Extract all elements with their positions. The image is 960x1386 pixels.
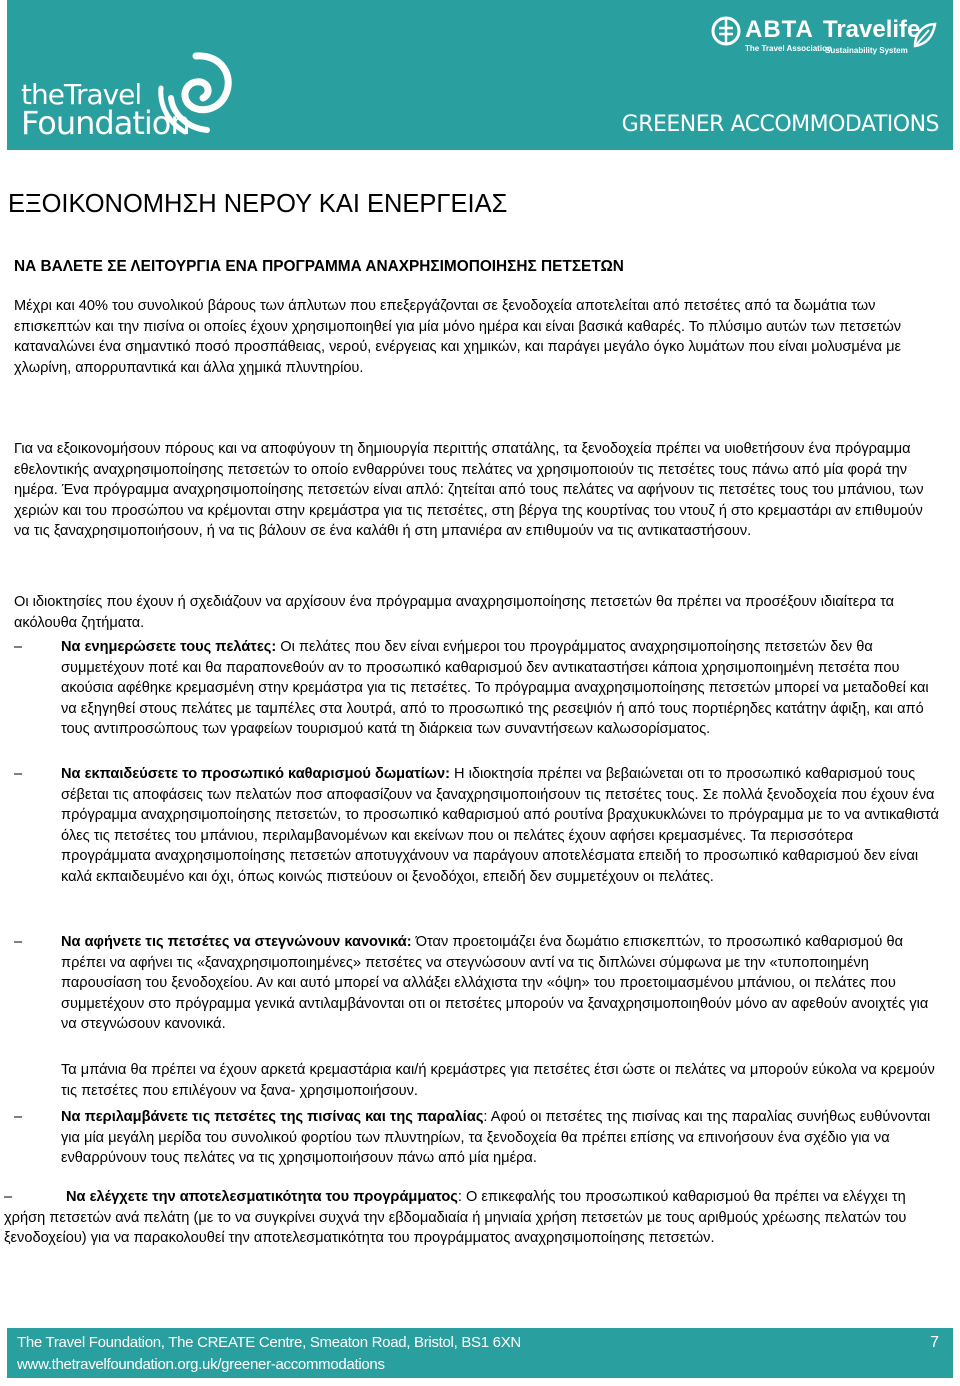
footer-website-link[interactable]: www.thetravelfoundation.org.uk/greener-accommodations xyxy=(17,1356,385,1373)
list-item xyxy=(14,1107,944,1169)
list-item-lead: Να περιλαμβάνετε τις πετσέτες της πισίνας και της παραλίας xyxy=(61,1109,484,1125)
banner-title: GREENER ACCOMMODATIONS xyxy=(621,112,939,137)
dash-bullet: – xyxy=(4,1189,13,1205)
dash-bullet: – xyxy=(14,1109,23,1125)
list-item xyxy=(14,637,944,740)
abta-logo-text: ABTA xyxy=(745,16,814,43)
globe-icon xyxy=(711,16,741,46)
dash-bullet: – xyxy=(14,934,23,950)
list-item xyxy=(14,764,944,887)
footer-address: The Travel Foundation, The CREATE Centre, Smeaton Road, Bristol, BS1 6XN xyxy=(17,1334,521,1351)
list-item-text: : Αφού οι πετσέτες της πισίνας και της παραλίας συνήθως ευθύνονται για μία μεγάλη μερίδα του συνολικού φορτίου των πλυντηρίων, τα ξενοδοχεία θα πρέπει επίσης να επινοήσουν ένα σχέδιο για να ενθαρρύνουν τους πελάτες να τις χρησιμοποιήσουν πάνω από μία ημέρα. xyxy=(61,1109,931,1166)
paragraph-intro: Μέχρι και 40% του συνολικού βάρους των άπλυτων που επεξεργάζονται σε ξενοδοχεία αποτελείται από πετσέτες από τα δωμάτια των επισκεπτών και την πισίνα οι οποίες έχουν χρησιμοποιηθεί για μία μόνο ημέρα και είναι βασικά καθαρές. Το πλύσιμο αυτών των πετσετών καταναλώνει ένα σημαντικό ποσό προσπάθειας, νερού, ενέργειας και χημικών, και παράγει μεγάλο όγκο λυμάτων που είναι μολυσμένα με χλωρίνη, απορρυπαντικά και άλλα χημικά πλυντηρίου. xyxy=(14,298,902,376)
list-item-lead: Να εκπαιδεύσετε το προσωπικό καθαρισμού δωματίων: xyxy=(61,766,450,782)
travelife-logo-text: Travelife xyxy=(823,16,921,43)
list-item-lead: Να ελέγχετε την αποτελεσματικότητα του προγράμματος xyxy=(66,1189,458,1205)
dash-bullet: – xyxy=(14,639,23,655)
list-item-continuation: Τα μπάνια θα πρέπει να έχουν αρκετά κρεμαστάρια και/ή κρεμάστρες για πετσέτες έτσι ώστε οι πελάτες να μπορούν εύκολα να κρεμούν τις πετσέτες που επιλέγουν να ξανα- χρησιμοποιήσουν. xyxy=(61,1062,935,1099)
brand-line-2: Foundation xyxy=(21,104,190,142)
list-item-text: Η ιδιοκτησία πρέπει να βεβαιώνεται οτι το προσωπικό καθαρισμού τους σέβεται τις αποφάσεις των πελατών ποσ αποφασίζουν να ξαναχρησιμοποιήσουν τις πετσέτες τους. Σε πολλά ξενοδοχεία που έχουν ένα πρόγραμμα αναχρησιμοποίησης πετσετών, το προσωπικό καθαρισμού από ρουτίνα βραχυκυκλώνει το πρόγραμμα με το να αντικαθιστά όλες τις πετσέτες του μπάνιου, περιλαμβανομένων και εκείνων που οι πελάτες έχουν αφήσει κρεμασμένες. Τα περισσότερα προγράμματα αναχρησιμοποίησης πετσετών αποτυγχάνουν να παράγουν αποτελέσματα επειδή το προσωπικό καθαρισμού δεν είναι καλά εκπαιδευμένο και όχι, όπως κοινώς πιστεύουν οι ξενοδόχοι, επειδή δεν συμμετέχουν οι πελάτες. xyxy=(61,766,939,885)
list-item-text: Όταν προετοιμάζει ένα δωμάτιο επισκεπτών, το προσωπικό καθαρισμού θα πρέπει να αφήνει τις «ξαναχρησιμοποιημένες» πετσέτες να στεγνώσουν αντί να τις διπλώνει σύμφωνα με την «τυποποιημένη παρουσίαση του ξενοδοχείου. Αν και αυτό μπορεί να αλλάξει ελλάχιστα την «όψη» του προετοιμασμένου μπάνιου, οι πελάτες που συμμετέχουν στο πρόγραμμα γενικά αντιλαμβάνονται οτι οι πετσέτες μπορούν να ξαναχρησιμοποιηθούν μόνο αν αφεθούν ανοιχτές για να στεγνώσουν κανονικά. xyxy=(61,934,929,1032)
page-title: ΕΞΟΙΚΟΝΟΜΗΣΗ ΝΕΡΟΥ ΚΑΙ ΕΝΕΡΓΕΙΑΣ xyxy=(8,190,508,218)
header-banner xyxy=(7,0,953,150)
list-item-text: : Ο επικεφαλής του προσωπικού καθαρισμού θα πρέπει να ελέγχει τη χρήση πετσετών ανά πελάτη (με το να συγκρίνει συχνά την εβδομαδιαία ή μηνιαία χρήση πετσετών με τους αριθμούς χρέωσης πελατών του ξενοδοχείου) για να παρακολουθεί την αποτελεσματικότητα του προγράμματος αναχρησιμοποίησης πετσετών. xyxy=(4,1189,907,1246)
footer-banner xyxy=(7,1328,953,1378)
page-number: 7 xyxy=(930,1334,939,1351)
partner-logos xyxy=(711,14,941,64)
brand-line-1: theTravel xyxy=(21,78,142,111)
paragraph-considerations: Οι ιδιοκτησίες που έχουν ή σχεδιάζουν να αρχίσουν ένα πρόγραμμα αναχρησιμοποίησης πετσετών θα πρέπει να προσέξουν ιδιαίτερα τα ακόλουθα ζητήματα. xyxy=(14,594,895,631)
dash-bullet: – xyxy=(14,766,23,782)
section-heading: ΝΑ ΒΑΛΕΤΕ ΣΕ ΛΕΙΤΟΥΡΓΙΑ ΕΝΑ ΠΡΟΓΡΑΜΜΑ ΑΝΑΧΡΗΣΙΜΟΠΟΙΗΣΗΣ ΠΕΤΣΕΤΩΝ xyxy=(14,258,624,275)
list-item xyxy=(4,1187,944,1249)
abta-tagline: The Travel Association xyxy=(745,44,832,53)
paragraph-program: Για να εξοικονομήσουν πόρους και να αποφύγουν τη δημιουργία περιττής σπατάλης, τα ξενοδοχεία πρέπει να υιοθετήσουν ένα πρόγραμμα εθελοντικής αναχρησιμοποίησης πετσετών το οποίο ενθαρρύνει τους πελάτες να χρησιμοποιούν τις πετσέτες τους πάνω από μία φορά την ημέρα. Ένα πρόγραμμα αναχρησιμοποίησης πετσετών είναι απλό: ζητείται από τους πελάτες να αφήνουν τις πετσέτες τους του μπάνιου, των χεριών και του προσώπου να κρέμονται στην κρεμάστρα για τις πετσέτες, στη βέργα της κουρτίνας του ντουζ ή στο κρεμαστάρι αν επιθυμούν να τις ξαναχρησιμοποιήσουν, ή να τις βάλουν σε ένα καλάθι ή στη μπανιέρα αν επιθυμούν να τις αντικαταστήσουν. xyxy=(14,441,924,539)
travelife-tagline: Sustainability System xyxy=(825,46,908,55)
list-item-text: Οι πελάτες που δεν είναι ενήμεροι του προγράμματος αναχρησιμοποίησης πετσετών δεν θα συμμετέχουν ποτέ και θα παραπονεθούν αν το προσωπικό καθαρισμού δεν αντικαταστήσει κάποια χρησιμοποιημένη πετσέτα που ακούσια αφέθηκε κρεμασμένη στην κρεμάστρα για τις πετσέτες. Το πρόγραμμα αναχρησιμοποίησης πετσετών μπορεί να μεταδοθεί και να εξηγηθεί στους πελάτες με ταμπέλες στα λουτρά, από το προσωπικό της ρεσεψιόν ή από τους πορτιέρηδες κατάτην άφιξη, και από τους αντιπροσώπους των γραφείων τουρισμού κατά τη διάρκεια των συναντήσεων καλωσορίσματος. xyxy=(61,639,929,737)
list-item-lead: Να αφήνετε τις πετσέτες να στεγνώνουν κανονικά: xyxy=(61,934,412,950)
list-item xyxy=(14,932,944,1035)
travel-foundation-logo xyxy=(21,48,251,143)
list-item-lead: Να ενημερώσετε τους πελάτες: xyxy=(61,639,277,655)
leaf-icon xyxy=(911,20,937,50)
